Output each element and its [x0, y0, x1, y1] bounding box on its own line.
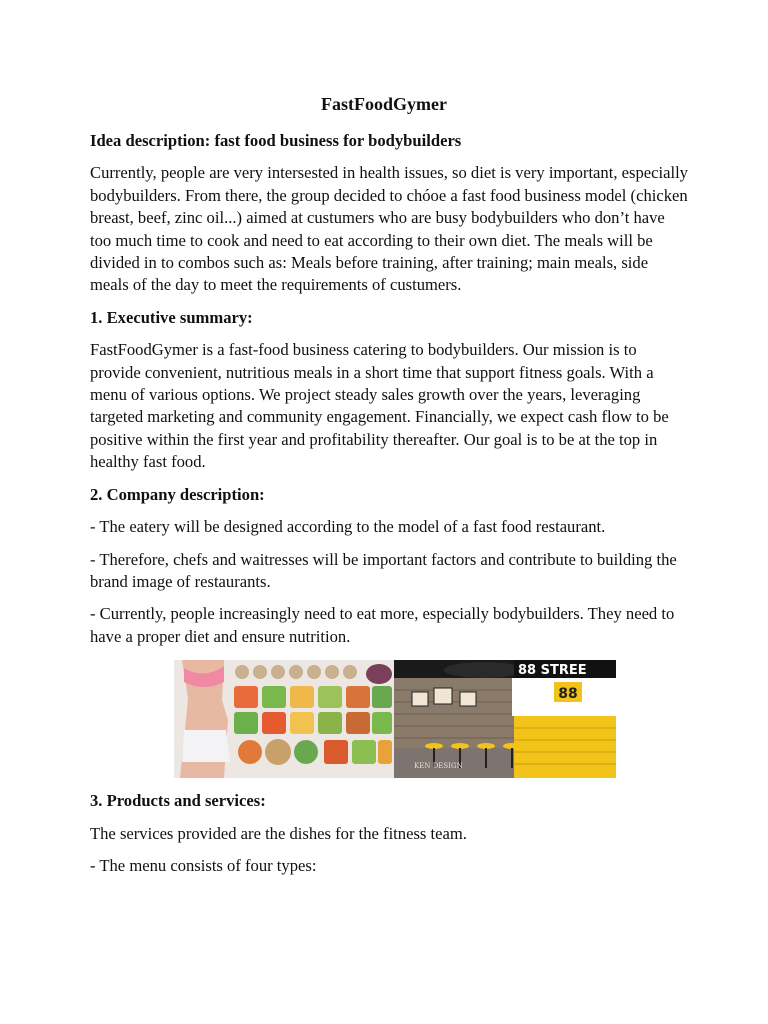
illustration-figure	[174, 660, 616, 778]
idea-paragraph: Currently, people are very intersested in health issues, so diet is very important, especially bodybuilders. From there, the group decided to chóoe a fast food business model (chicken breast, beef, zinc oil...) aimed at custumers who are busy bodybuilders who don’t have too much time to cook and need to eat according to their own diet. The meals will be divided in to combos such as: Meals before training, after training; main meals, side meals of the day to meet the requirements of custumers.	[90, 163, 688, 295]
restaurant-interior-photo-icon	[394, 660, 616, 778]
executive-summary-paragraph: FastFoodGymer is a fast-food business catering to bodybuilders. Our mission is to provide convenient, nutritious meals in a short time that support fitness goals. With a menu of various options. We project steady sales growth over the years, leveraging targeted marketing and community engagement. Financially, we expect cash flow to be positive within the first year and profitability thereafter. Our goal is to be at the top in healthy fast food.	[90, 340, 669, 472]
watermark: KEN DESIGN	[414, 762, 463, 771]
sign-number: 88	[558, 686, 578, 703]
menu-line: - The menu consists of four types:	[90, 855, 317, 875]
restaurant-image	[394, 660, 616, 778]
meal-prep-photo-icon	[174, 660, 394, 778]
document-body	[90, 130, 690, 887]
executive-summary-heading: 1. Executive summary:	[90, 307, 253, 327]
idea-heading: Idea description: fast food business for bodybuilders	[90, 131, 462, 150]
products-paragraph: The services provided are the dishes for the fitness team.	[90, 823, 467, 843]
store-sign: 88 STREE	[518, 663, 587, 679]
company-point-1: - The eatery will be designed according to the model of a fast food restaurant.	[90, 517, 606, 537]
company-point-3: - Currently, people increasingly need to eat more, especially bodybuilders. They need to have a proper diet and ensure nutrition.	[90, 604, 675, 646]
company-point-2: - Therefore, chefs and waitresses will be important factors and contribute to building the brand image of restaurants.	[90, 549, 677, 591]
document-title: FastFoodGymer	[321, 94, 447, 114]
meal-prep-image	[174, 660, 394, 778]
products-heading: 3. Products and services:	[90, 791, 266, 811]
company-description-heading: 2. Company description:	[90, 484, 265, 504]
